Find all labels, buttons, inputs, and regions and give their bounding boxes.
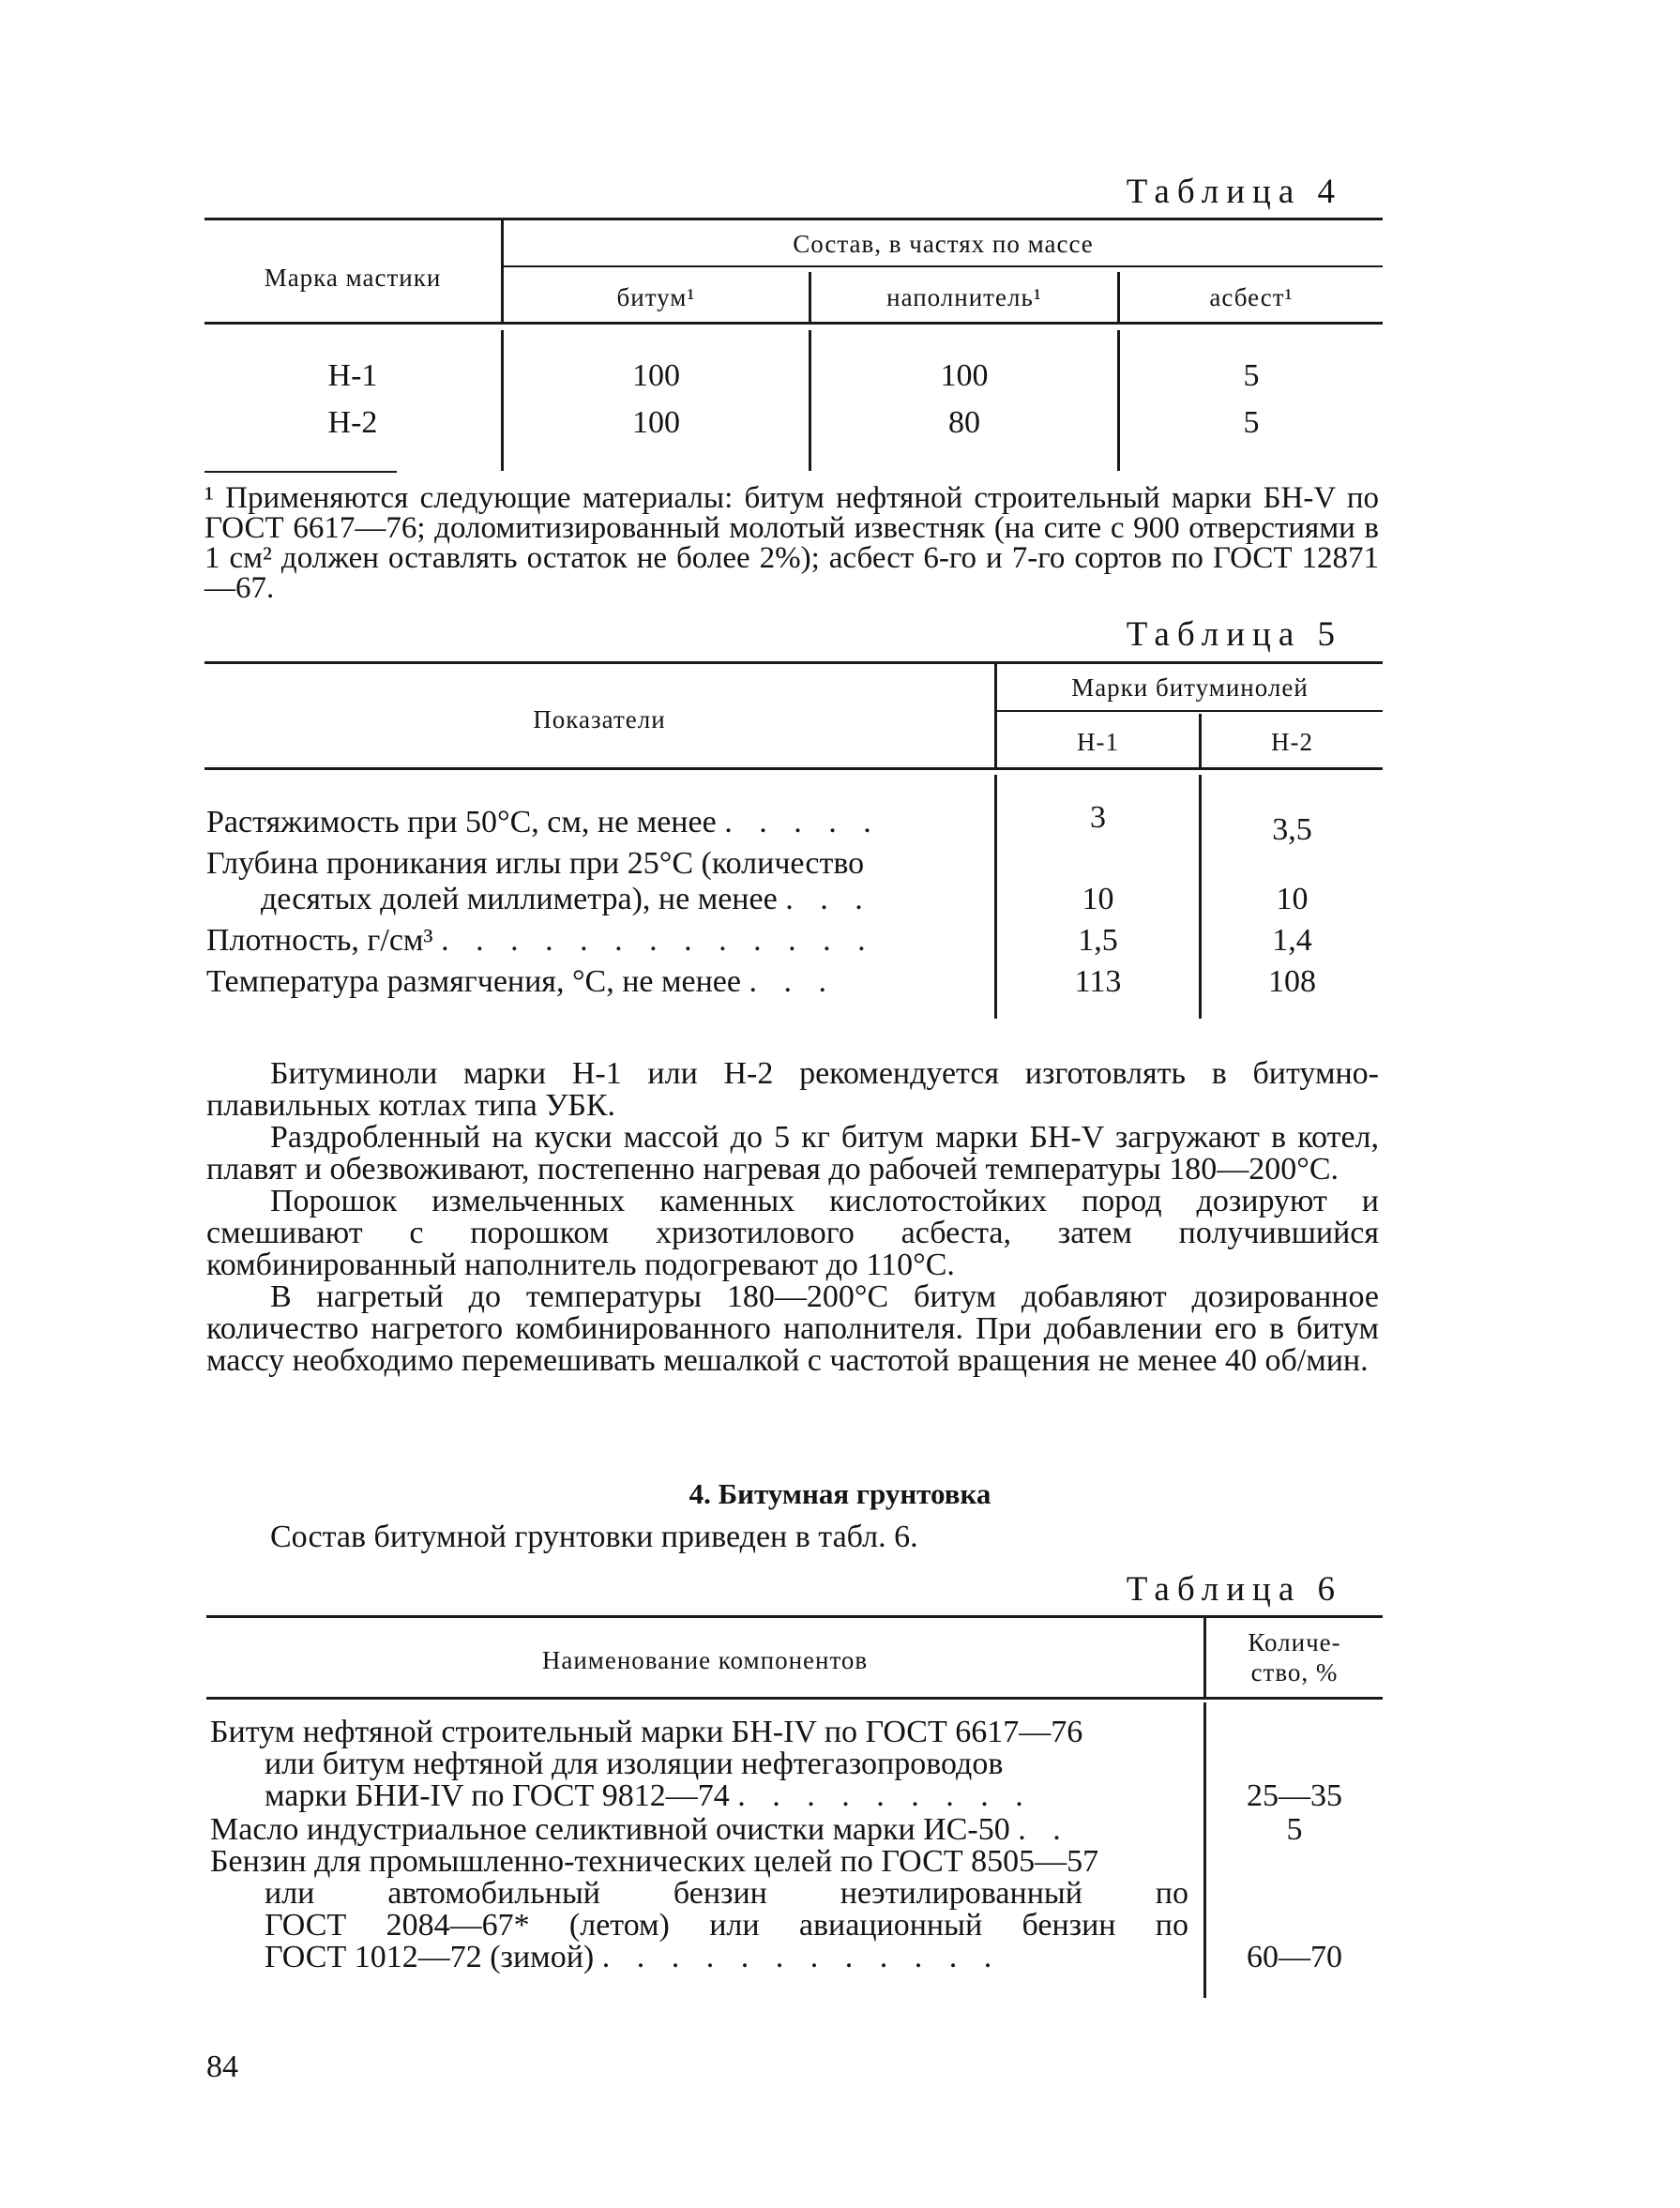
table5-row3-n1: 1,5: [1078, 923, 1118, 958]
table5-row1-n1: 3: [1090, 800, 1106, 835]
table5-row3-label: Плотность, г/см³ . . . . . . . . . . . . .: [206, 923, 875, 958]
table5-row4-n2: 108: [1268, 964, 1316, 999]
table5-row2-label-line2: десятых долей миллиметра), не менее . . .: [261, 882, 872, 916]
table5-row2-n2: 10: [1276, 882, 1309, 916]
table5-caption: Таблица 5: [1126, 615, 1342, 654]
table5-row1-label: Растяжимость при 50°С, см, не менее . . . . .: [206, 805, 881, 839]
body-text: [206, 1058, 1379, 1377]
table4-row2-asbest: 5: [1243, 405, 1260, 440]
table4-top-rule: [204, 218, 1383, 220]
table5-row2-label-line1: Глубина проникания иглы при 25°С (количество: [206, 846, 865, 881]
table5-header-pokazateli: Показатели: [533, 705, 666, 733]
table4-row1-asbest: 5: [1243, 358, 1260, 393]
table4-header-asbest: асбест¹: [1209, 283, 1294, 311]
table6-row1-line2: или битум нефтяной для изоляции нефтегазопроводов: [265, 1747, 1004, 1781]
table5-header-marki: Марки битуминолей: [1071, 673, 1309, 702]
table6-row3-line3: ГОСТ 2084—67* (летом) или авиационный бензин по: [265, 1908, 1188, 1943]
body-paragraph-4: В нагретый до температуры 180—200°С битум добавляют дозированное количество нагретого комбинированного наполнителя. При добавлении его в битум массу необходимо перемешивать мешалкой с частотой вращения не менее 40 об/мин.: [206, 1279, 1379, 1378]
table4-row2-napolnitel: 80: [948, 405, 980, 440]
table4-caption: Таблица 4: [1126, 173, 1342, 211]
table4-vline-body3: [1117, 330, 1120, 471]
table4-header-bitum: битум¹: [616, 283, 696, 311]
table6-row1-line1: Битум нефтяной строительный марки БН-IV по ГОСТ 6617—76: [210, 1715, 1083, 1749]
table6-row2-line1: Масло индустриальное селиктивной очистки марки ИС-50 . .: [210, 1812, 1070, 1847]
table6-row3-qty: 60—70: [1247, 1940, 1342, 1974]
table4-vline-body1: [501, 330, 504, 471]
table4-vline-body2: [809, 330, 811, 471]
table5-header-n2: Н-2: [1271, 728, 1313, 756]
table5-row3-n2: 1,4: [1272, 923, 1312, 958]
body-paragraph-1: Битуминоли марки Н-1 или Н-2 рекомендуется изготовлять в битумно-плавильных котлах типа УБК.: [206, 1056, 1379, 1123]
table5-header-rule: [204, 767, 1383, 770]
table5-subheader-rule: [997, 710, 1383, 712]
table5-row4-label: Температура размягчения, °С, не менее . . .: [206, 964, 836, 999]
table4-header-marka: Марка мастики: [264, 264, 442, 292]
table5-row2-n1: 10: [1082, 882, 1114, 916]
body-paragraph-3: Порошок измельченных каменных кислотостойких пород дозируют и смешивают с порошком хризотилового асбеста, затем получившийся комбинированный наполнитель подогревают до 110°С.: [206, 1184, 1379, 1282]
table5-header-n1: Н-1: [1077, 728, 1119, 756]
table5-top-rule: [204, 661, 1383, 664]
table4-row1-marka: Н-1: [327, 358, 378, 393]
table5-row4-n1: 113: [1074, 964, 1122, 999]
table4-row2-marka: Н-2: [327, 405, 378, 440]
table6-row3-line4: ГОСТ 1012—72 (зимой) . . . . . . . . . . . .: [265, 1940, 1002, 1974]
table5-row1-n2: 3,5: [1272, 812, 1312, 847]
body-paragraph-2: Раздробленный на куски массой до 5 кг битум марки БН-V загружают в котел, плавят и обезвоживают, постепенно нагревая до рабочей температуры 180—200°С.: [206, 1120, 1379, 1187]
table4-row2-bitum: 100: [632, 405, 680, 440]
table6-row1-line3: марки БНИ-IV по ГОСТ 9812—74 . . . . . . . . .: [265, 1778, 1033, 1813]
table4-row1-napolnitel: 100: [940, 358, 989, 393]
table6-caption: Таблица 6: [1126, 1570, 1342, 1609]
table6-header-qty-line1: Количе-: [1248, 1628, 1341, 1656]
footnote-separator: [204, 471, 397, 473]
table6-row2-qty: 5: [1286, 1812, 1303, 1847]
table6-header-name: Наименование компонентов: [541, 1646, 869, 1674]
section-intro: Состав битумной грунтовки приведен в табл. 6.: [270, 1520, 918, 1554]
table6-row1-qty: 25—35: [1247, 1778, 1342, 1813]
table4-subheader-rule: [504, 265, 1383, 267]
table4-header-napolnitel: наполнитель¹: [886, 283, 1042, 311]
table4-footnote: ¹ Применяются следующие материалы: битум нефтяной строительный марки БН-V по ГОСТ 6617—76; доломитизированный молотый известняк (на сите с 900 отверстиями в 1 см² должен оставлять остаток не более 2%); асбест 6-го и 7-го сортов по ГОСТ 12871—67.: [204, 481, 1379, 605]
table6-header-qty-line2: ство, %: [1250, 1658, 1339, 1686]
table4-header-rule: [204, 322, 1383, 325]
table6-row3-line1: Бензин для промышленно-технических целей по ГОСТ 8505—57: [210, 1844, 1099, 1879]
page-number: 84: [206, 2049, 238, 2084]
table4-header-sostav: Состав, в частях по массе: [793, 230, 1094, 258]
table6-header-rule: [206, 1697, 1383, 1700]
table4-row1-bitum: 100: [632, 358, 680, 393]
table6-row3-line2: или автомобильный бензин неэтилированный по: [265, 1876, 1188, 1911]
section-heading: 4. Битумная грунтовка: [689, 1477, 991, 1510]
